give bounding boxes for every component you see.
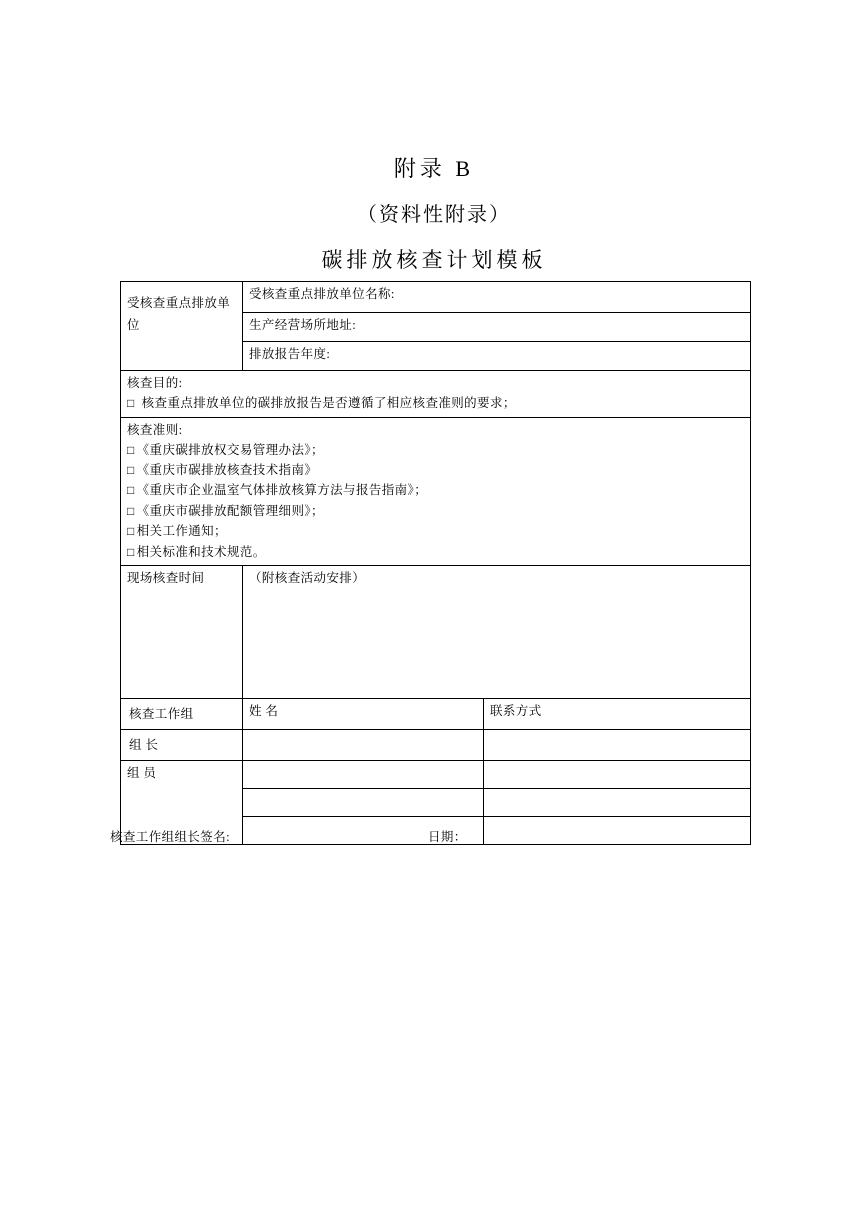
criteria-item-label: 《重庆市企业温室气体排放核算方法与报告指南》； xyxy=(136,483,428,498)
checkbox-icon[interactable]: □ xyxy=(127,442,135,457)
checkbox-icon[interactable]: □ xyxy=(127,463,135,478)
table-row xyxy=(121,565,751,698)
onsite-time-field[interactable]: （附核查活动安排） xyxy=(243,565,751,698)
criteria-checkbox-item-1[interactable] xyxy=(127,440,744,460)
checkbox-icon[interactable]: □ xyxy=(127,544,135,559)
team-member-contact-field-1[interactable] xyxy=(484,760,751,788)
template-title xyxy=(0,244,868,274)
informative-subheading xyxy=(0,198,868,227)
verification-plan-table xyxy=(120,281,751,845)
criteria-item-label: 《重庆市碳排放配额管理细则》； xyxy=(136,503,324,518)
team-name-header: 姓 名 xyxy=(243,698,484,729)
table-row xyxy=(121,371,751,418)
onsite-time-label: 现场核查时间 xyxy=(121,565,243,698)
criteria-section xyxy=(121,417,751,565)
team-leader-role: 组 长 xyxy=(121,729,243,760)
unit-section-label: 受核查重点排放单位 xyxy=(121,282,243,371)
checkbox-icon[interactable]: □ xyxy=(127,483,135,498)
team-member-name-field-1[interactable] xyxy=(243,760,484,788)
unit-name-field[interactable]: 受核查重点排放单位名称: xyxy=(243,282,751,313)
criteria-checkbox-item-5[interactable] xyxy=(127,521,744,541)
footer-signature-line xyxy=(110,827,770,845)
team-leader-contact-field[interactable] xyxy=(484,729,751,760)
date-label: 日期： xyxy=(428,830,467,844)
criteria-section-title: 核查准则: xyxy=(127,422,183,437)
template-title-text: 碳排放核查计划模板 xyxy=(321,248,547,272)
criteria-item-label: 相关工作通知； xyxy=(136,524,227,539)
table-row xyxy=(121,760,751,788)
purpose-section-title: 核查目的: xyxy=(127,376,183,390)
appendix-heading xyxy=(0,152,868,183)
table-row xyxy=(121,729,751,760)
criteria-checkbox-item-4[interactable] xyxy=(127,501,744,521)
checkbox-icon[interactable]: □ xyxy=(127,396,135,411)
table-row xyxy=(121,417,751,565)
purpose-checkbox-item[interactable] xyxy=(127,393,744,413)
purpose-section xyxy=(121,371,751,418)
informative-subheading-text: （资料性附录） xyxy=(357,204,511,226)
unit-report-year-field[interactable]: 排放报告年度: xyxy=(243,342,751,371)
purpose-item-label: 核查重点排放单位的碳排放报告是否遵循了相应核查准则的要求； xyxy=(141,396,516,411)
team-group-header: 核查工作组 xyxy=(121,698,243,729)
criteria-item-label: 相关标准和技术规范。 xyxy=(136,544,266,559)
team-member-role: 组 员 xyxy=(121,760,243,844)
appendix-heading-text: 附录 B xyxy=(393,156,475,181)
team-leader-name-field[interactable] xyxy=(243,729,484,760)
criteria-checkbox-item-3[interactable] xyxy=(127,480,744,500)
unit-address-field[interactable]: 生产经营场所地址: xyxy=(243,313,751,342)
checkbox-icon[interactable]: □ xyxy=(127,503,135,518)
criteria-checkbox-item-6[interactable] xyxy=(127,542,744,562)
criteria-item-label: 《重庆碳排放权交易管理办法》； xyxy=(136,442,324,457)
criteria-checkbox-item-2[interactable] xyxy=(127,460,744,480)
criteria-item-label: 《重庆市碳排放核查技术指南》 xyxy=(136,463,318,478)
team-member-contact-field-2[interactable] xyxy=(484,788,751,816)
table-row xyxy=(121,282,751,313)
team-contact-header: 联系方式 xyxy=(484,698,751,729)
signature-label: 核查工作组组长签名: xyxy=(110,830,230,844)
team-member-name-field-2[interactable] xyxy=(243,788,484,816)
table-row xyxy=(121,698,751,729)
checkbox-icon[interactable]: □ xyxy=(127,524,135,539)
